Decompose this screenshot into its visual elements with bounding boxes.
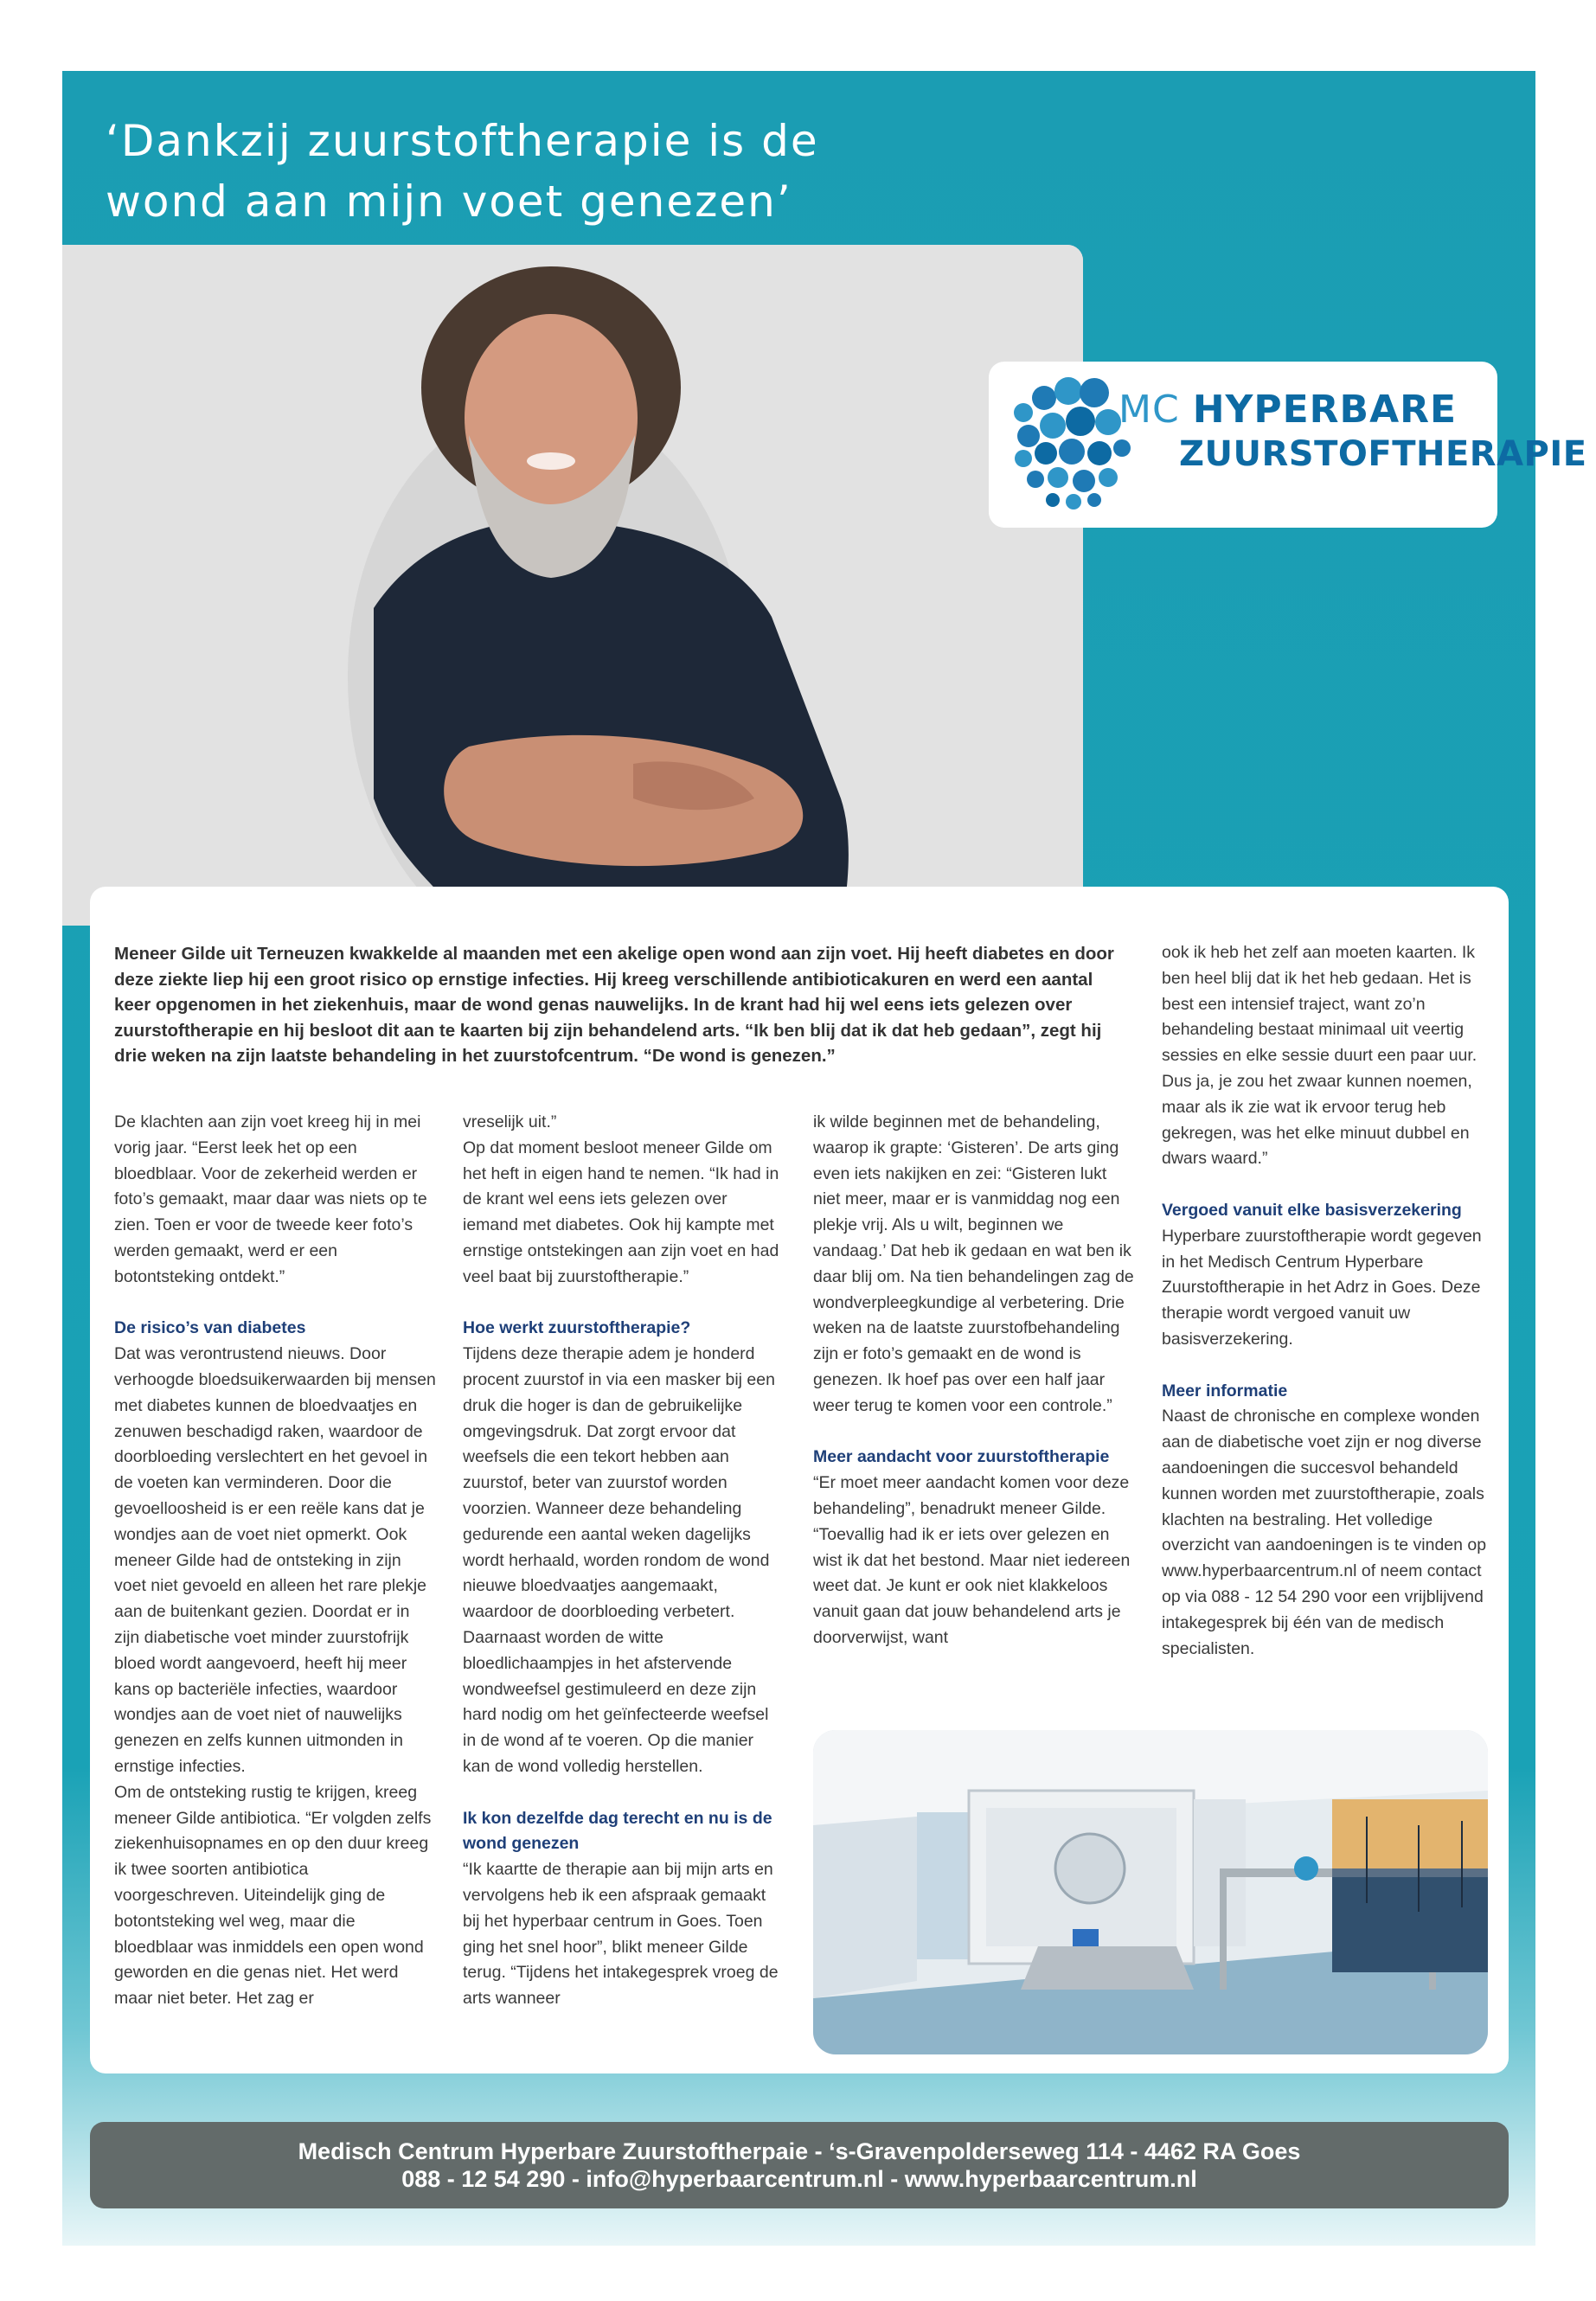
col2-heading-2: Ik kon dezelfde dag terecht en nu is de wond genezen: [463, 1808, 772, 1854]
col3-paragraph-2: “Er moet meer aandacht komen voor deze behandeling”, benadrukt meneer Gilde. “Toevallig had ik er iets over gelezen en wist ik dat het bestond. Maar niet iedereen weet dat. Je kunt er ook niet klakkeloos vanuit gaan dat jouw behandelend arts je doorverwijst, want: [813, 1473, 1131, 1647]
logo-mc: MC: [1118, 388, 1180, 432]
col4-heading-1: Vergoed vanuit elke basisverzekering: [1162, 1200, 1462, 1220]
footer-contact-line: 088 - 12 54 290 - info@hyperbaarcentrum.nl - www.hyperbaarcentrum.nl: [401, 2166, 1197, 2192]
logo-line-1: [1118, 388, 1457, 432]
col4-heading-2: Meer informatie: [1162, 1381, 1288, 1400]
col4-paragraph-2: Hyperbare zuurstoftherapie wordt gegeven in het Medisch Centrum Hyperbare Zuurstoftherapie in het Adrz in Goes. Deze therapie wordt vergoed vanuit uw basisverzekering.: [1162, 1226, 1482, 1349]
portrait-illustration: [62, 245, 1083, 926]
col3-heading-1: Meer aandacht voor zuurstoftherapie: [813, 1447, 1110, 1467]
title-line-2: wond aan mijn voet genezen’: [106, 176, 792, 227]
article-title: [106, 111, 971, 232]
col2-paragraph-2: Op dat moment besloot meneer Gilde om het heft in eigen hand te nemen. “Ik had in de krant wel eens iets gelezen over iemand met diabetes. Ook hij kampte met ernstige ontstekingen aan zijn voet en had veel baat bij zuurstoftherapie.”: [463, 1138, 779, 1286]
bubbles-logo-icon: [1006, 374, 1136, 512]
hyperbaric-chamber-illustration: [813, 1730, 1488, 2054]
col1-paragraph-2: Dat was verontrustend nieuws. Door verhoogde bloedsuikerwaarden bij mensen met diabetes kunnen de bloedvaatjes en zenuwen beschadigd raken, waardoor de doorbloeding verslechtert en het gevoel in de voeten kan verminderen. Door die gevoelloosheid is er een reële kans dat je wondjes aan de voet niet opmerkt. Ook meneer Gilde had de ontsteking in zijn voet niet gevoeld en alleen het rare plekje aan de buitenkant gezien. Doordat er in zijn diabetische voet minder zuurstofrijk bloed wordt aangevoerd, heeft hij meer kans op bacteriële infecties, waardoor wondjes aan de voet niet of nauwelijks genezen en zelfs kunnen uitmonden in ernstige infecties.: [114, 1344, 436, 1776]
col1-heading-1: De risico’s van diabetes: [114, 1318, 306, 1338]
col3-paragraph-1: ik wilde beginnen met de behandeling, waarop ik grapte: ‘Gisteren’. De arts ging even iets nakijken en zei: “Gisteren lukt niet meer, maar er is vanmiddag nog een plekje vrij. Als u wilt, beginnen we vandaag.’ Dat heb ik gedaan en wat ben ik daar blij om. Na tien behandelingen zag de wondverpleegkundige al verbetering. Drie weken na de laatste zuurstofbehandeling zijn er foto’s gemaakt en de wond is genezen. Ik hoef pas over een half jaar weer terug te komen voor een controle.”: [813, 1112, 1134, 1415]
treatment-room-photo: [813, 1730, 1488, 2054]
col2-paragraph-4: “Ik kaartte de therapie aan bij mijn arts en vervolgens heb ik een afspraak gemaakt bij het hyperbaar centrum in Goes. Toen ging het snel hoor”, blikt meneer Gilde terug. “Tijdens het intakegesprek vroeg de arts wanneer: [463, 1860, 779, 2009]
logo-line-2: ZUURSTOFTHERAPIE: [1179, 434, 1587, 474]
footer-contact: [90, 2122, 1509, 2208]
column-4: [1162, 940, 1490, 1662]
footer-address: Medisch Centrum Hyperbare Zuurstoftherpaie - ‘s-Gravenpolderseweg 114 - 4462 RA Goes: [298, 2138, 1301, 2164]
logo-hyperbare: HYPERBARE: [1192, 388, 1458, 432]
column-1: [114, 1110, 436, 2012]
col2-heading-1: Hoe werkt zuurstoftherapie?: [463, 1318, 691, 1338]
title-line-1: ‘Dankzij zuurstoftherapie is de: [106, 116, 819, 166]
col1-paragraph-3: Om de ontsteking rustig te krijgen, kreeg meneer Gilde antibiotica. “Er volgden zelfs ziekenhuisopnames en op den duur kreeg ik twee soorten antibiotica voorgeschreven. Uiteindelijk ging de botontsteking wel weg, maar die bloedblaar was inmiddels een open wond geworden en die genas niet. Het werd maar niet beter. Het zag er: [114, 1782, 432, 2009]
article-intro: Meneer Gilde uit Terneuzen kwakkelde al maanden met een akelige open wond aan zijn voet. Hij heeft diabetes en door deze ziekte liep hij een groot risico op ernstige infecties. Hij kreeg verschillende antibioticakuren en werd een aantal keer opgenomen in het ziekenhuis, maar de wond genas nauwelijks. In de krant had hij wel eens iets gelezen over zuurstoftherapie en hij besloot dit aan te kaarten bij zijn behandelend arts. “Ik ben blij dat ik dat heb gedaan”, zegt hij drie weken na zijn laatste behandeling in het zuurstofcentrum. “De wond is genezen.”: [114, 944, 1114, 1066]
portrait-photo: [62, 245, 1083, 926]
col1-paragraph-1: De klachten aan zijn voet kreeg hij in mei vorig jaar. “Eerst leek het op een bloedblaar. Voor de zekerheid werden er foto’s gemaakt, maar daar was niets op te zien. Toen er voor de tweede keer foto’s werden gemaakt, werd er een botontsteking ontdekt.”: [114, 1112, 427, 1286]
column-3: [813, 1110, 1135, 1651]
col4-paragraph-3: Naast de chronische en complexe wonden aan de diabetische voet zijn er nog diverse aandoeningen die succesvol behandeld kunnen worden met zuurstoftherapie, zoals klachten na bestraling. Het volledige overzicht van aandoeningen is te vinden op www.hyperbaarcentrum.nl of neem contact op via 088 - 12 54 290 voor een vrijblijvend intakegesprek bij één van de medisch specialisten.: [1162, 1407, 1487, 1658]
col4-paragraph-1: ook ik heb het zelf aan moeten kaarten. Ik ben heel blij dat ik het heb gedaan. Het is best een intensief traject, want zo’n behandeling bestaat minimaal uit veertig sessies en elke sessie duurt een paar uur. Dus ja, je zou het zwaar kunnen noemen, maar als ik zie wat ik ervoor terug heb gekregen, was het elke minuut dubbel en dwars waard.”: [1162, 943, 1477, 1169]
logo: [989, 362, 1587, 528]
col2-paragraph-3: Tijdens deze therapie adem je honderd procent zuurstof in via een masker bij een druk die hoger is dan de gebruikelijke omgevingsdruk. Dat zorgt ervoor dat weefsels die een tekort hebben aan zuurstof, beter van zuurstof worden voorzien. Wanneer deze behandeling gedurende een aantal weken dagelijks wordt herhaald, worden rondom de wond nieuwe bloedvaatjes aangemaakt, waardoor de doorbloeding verbetert. Daarnaast worden de witte bloedlichaampjes in het afstervende wondweefsel gestimuleerd en deze zijn hard nodig om het geïnfecteerde weefsel in de wond af te voeren. Op die manier kan de wond volledig herstellen.: [463, 1344, 775, 1776]
col2-paragraph-1: vreselijk uit.”: [463, 1112, 557, 1131]
column-2: [463, 1110, 785, 2012]
